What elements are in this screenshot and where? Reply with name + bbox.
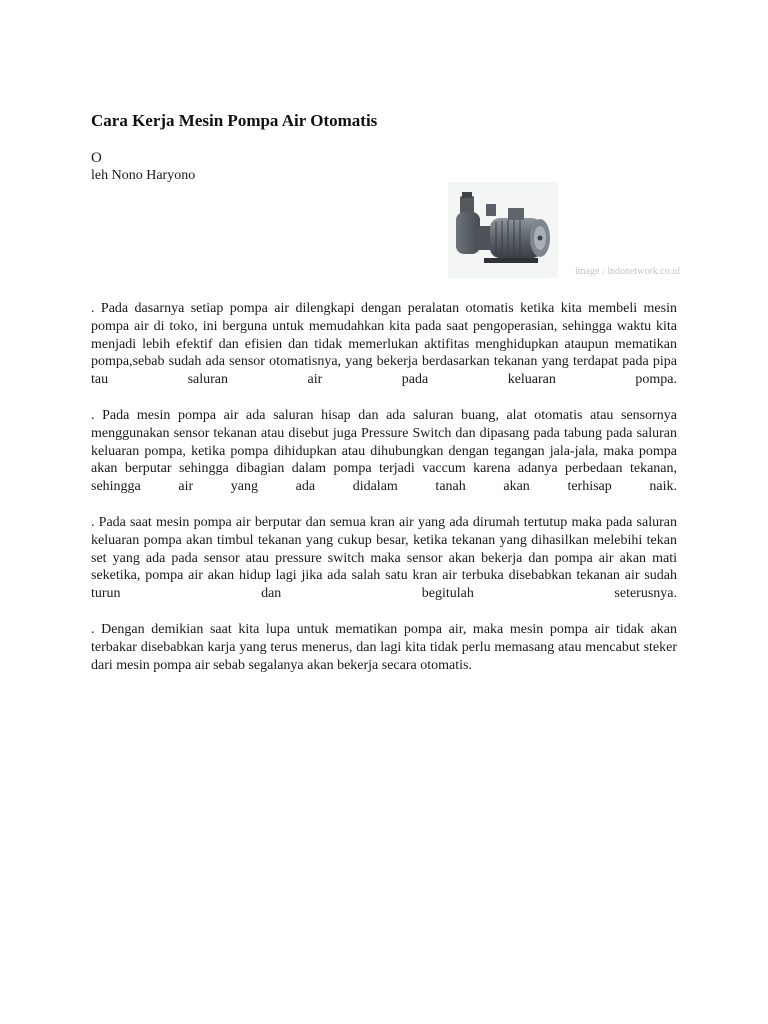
paragraph: . Pada saat mesin pompa air berputar dan semua kran air yang ada dirumah tertutup maka pada saluran keluaran pompa akan timbul tekanan yang cukup besar, ketika tekanan yang dihasilkan melebihi tekan set yang ada pada sensor atau pressure switch maka sensor akan bekerja dan pompa air akan mati seketika, pompa air akan hidup lagi jika ada salah satu kran air terbuka disebabkan tekanan air sudah turun dan begitulah seterusnya. (91, 514, 677, 602)
drop-cap-letter: O (91, 150, 102, 166)
article-title: Cara Kerja Mesin Pompa Air Otomatis (91, 111, 378, 130)
article-body (91, 300, 677, 692)
pump-figure (448, 182, 680, 282)
paragraph: . Pada dasarnya setiap pompa air dilengkapi dengan peralatan otomatis ketika kita membeli mesin pompa air di toko, ini berguna untuk memudahkan kita pada saat pengoperasian, sehingga waktu kita menjadi lebih efektif dan efisien dan tidak memerlukan aktifitas menghidupkan ataupun mematikan pompa,sebab sudah ada sensor otomatisnya, yang bekerja berdasarkan tekanan yang terdapat pada pipa tau saluran air pada keluaran pompa. (91, 301, 677, 388)
paragraph: . Dengan demikian saat kita lupa untuk mematikan pompa air, maka mesin pompa air tidak akan terbakar disebabkan karja yang terus menerus, dan lagi kita tidak perlu memasang atau mencabut steker dari mesin pompa air sebab segalanya akan bekerja secara otomatis. (91, 621, 677, 673)
image-caption: image : indonetwork.co.id (575, 266, 680, 277)
paragraph: . Pada mesin pompa air ada saluran hisap dan ada saluran buang, alat otomatis atau sensornya menggunakan sensor tekanan atau disebut juga Pressure Switch dan dipasang pada tabung pada saluran keluaran pompa, ketika pompa dihidupkan atau dihubungkan dengan tegangan jala-jala, maka pompa akan berputar sehingga dibagian dalam pompa terjadi vaccum karena adanya perbedaan tekanan, sehingga air yang ada didalam tanah akan terhisap naik. (91, 407, 677, 495)
water-pump-image (448, 182, 558, 278)
author-line: leh Nono Haryono (91, 168, 196, 183)
